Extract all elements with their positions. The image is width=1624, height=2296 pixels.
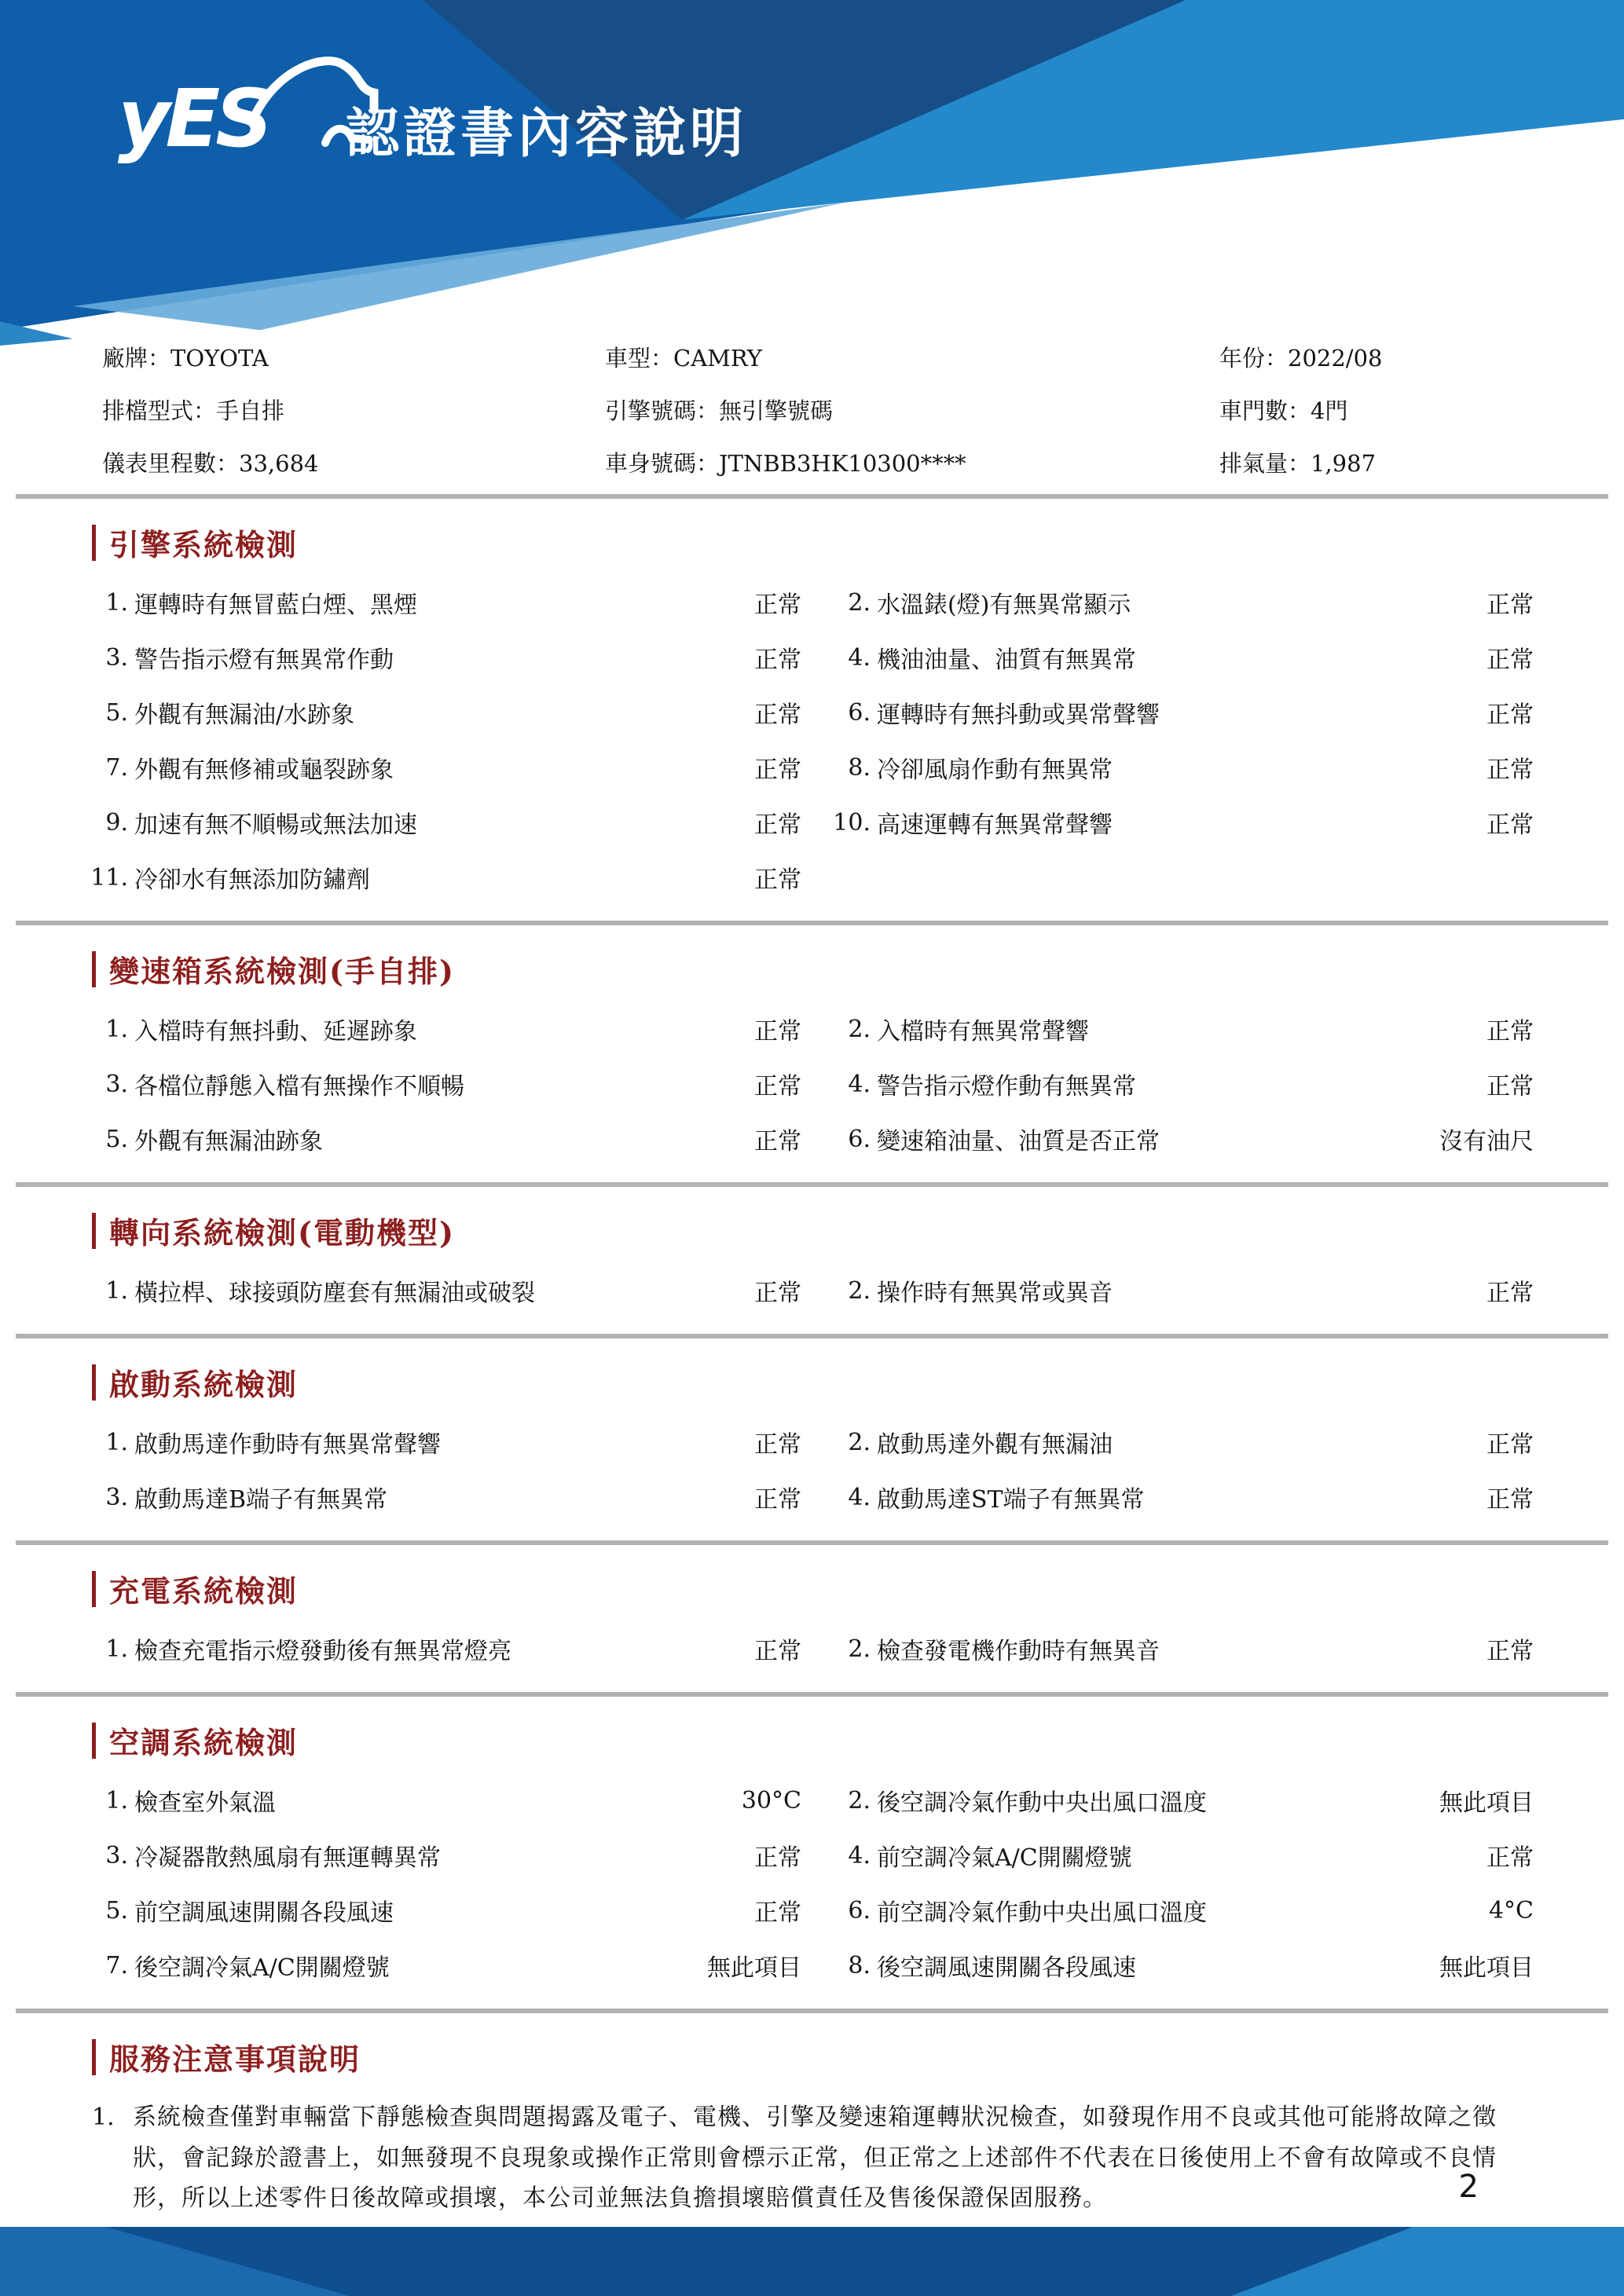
item-row [833,1621,1534,1676]
item-value: 正常 [1487,1486,1534,1514]
item-number: 8. [848,1951,871,1979]
item-row [833,740,1534,795]
notes-title: 服務注意事項說明 [109,2041,361,2077]
item-row [90,1263,801,1318]
item-row [833,1773,1534,1828]
item-row [90,1056,801,1111]
item-row [90,1002,801,1056]
item-value: 正常 [1487,591,1534,619]
item-text: 運轉時有無冒藍白煙、黑煙 [134,591,417,619]
item-value: 沒有油尺 [1439,1128,1534,1155]
item-text: 啟動馬達ST端子有無異常 [877,1486,1145,1514]
item-row [90,630,801,685]
info-field: 年份：2022/08 [1219,345,1383,372]
item-value: 無此項目 [1439,1789,1534,1817]
info-field: 廠牌：TOYOTA [102,345,269,372]
divider [16,1540,1608,1545]
item-row [90,575,801,630]
notes-header [92,2035,1534,2078]
item-text: 後空調冷氣A/C開關燈號 [134,1954,390,1982]
info-field: 引擎號碼：無引擎號碼 [605,397,834,424]
item-number: 2. [848,1015,871,1043]
item-value: 正常 [1487,1431,1534,1459]
item-value: 正常 [754,866,801,894]
item-value: 正常 [1487,646,1534,674]
divider [16,1692,1608,1697]
item-row [833,1938,1534,1993]
section-title: 轉向系統檢測(電動機型) [109,1215,455,1251]
item-number: 2. [848,1786,871,1814]
section-items [90,1002,1534,1166]
item-number: 1. [105,588,128,617]
item-row [90,1111,801,1166]
item-value: 正常 [754,1073,801,1100]
inspection-section [90,1567,1534,1697]
item-row [833,630,1534,685]
item-value: 正常 [754,646,801,674]
item-text: 啟動馬達作動時有無異常聲響 [134,1431,441,1459]
footer-band [0,2227,1624,2296]
item-row [90,1883,801,1938]
section-items [90,1621,1534,1676]
section-bar [92,1213,96,1249]
item-number: 2. [848,1635,871,1663]
page-title: 認證書內容說明 [346,103,748,165]
item-value: 正常 [754,756,801,784]
item-value: 無此項目 [1439,1954,1534,1982]
item-value: 正常 [754,591,801,619]
section-title: 變速箱系統檢測(手自排) [109,954,455,989]
item-text: 運轉時有無抖動或異常聲響 [877,701,1160,729]
item-number: 3. [105,643,128,672]
item-number: 3. [105,1070,128,1098]
item-value: 正常 [754,1844,801,1872]
item-row [90,1470,801,1525]
item-number: 1. [105,1786,128,1814]
item-row [833,1056,1534,1111]
item-row [90,1621,801,1676]
item-value: 正常 [754,1128,801,1155]
section-items [90,1415,1534,1525]
item-value: 正常 [1487,756,1534,784]
item-text: 外觀有無修補或龜裂跡象 [134,756,394,784]
item-number: 5. [105,698,128,727]
item-value: 正常 [1487,811,1534,839]
item-text: 橫拉桿、球接頭防塵套有無漏油或破裂 [134,1280,535,1307]
item-text: 外觀有無漏油跡象 [134,1128,323,1155]
item-number: 9. [105,808,128,837]
section-header [92,1360,1534,1404]
item-value: 無此項目 [707,1954,801,1982]
section-bar [92,1364,96,1401]
section-items [90,1773,1534,1993]
item-number: 1. [105,1635,128,1663]
item-number: 7. [105,1951,128,1979]
divider [16,1182,1608,1187]
yes-logo: yES [118,72,269,166]
item-text: 啟動馬達外觀有無漏油 [877,1431,1113,1459]
item-text: 冷卻水有無添加防鏽劑 [134,866,370,894]
section-items [90,1263,1534,1318]
info-field: 車型：CAMRY [605,345,762,372]
item-text: 前空調冷氣作動中央出風口溫度 [877,1899,1207,1927]
item-number: 2. [848,1276,871,1305]
note-item [92,2097,1534,2219]
item-row [90,1415,801,1470]
info-field: 排氣量：1,987 [1219,450,1377,477]
item-number: 7. [105,753,128,782]
item-text: 前空調冷氣A/C開關燈號 [877,1844,1132,1872]
section-items [90,575,1534,905]
item-text: 水溫錶(燈)有無異常顯示 [877,591,1131,619]
item-number: 6. [848,1125,871,1153]
info-field: 排檔型式：手自排 [102,397,285,424]
item-number: 4. [848,1483,871,1511]
item-number: 5. [105,1125,128,1153]
divider [16,921,1608,925]
item-row [833,1002,1534,1056]
item-number: 4. [848,643,871,672]
item-row [833,1828,1534,1883]
item-text: 入檔時有無異常聲響 [877,1018,1089,1045]
item-row [90,1773,801,1828]
item-text: 警告指示燈作動有無異常 [877,1073,1136,1100]
info-field: 車身號碼：JTNBB3HK10300**** [605,450,966,477]
section-header [92,1209,1534,1252]
item-row [833,575,1534,630]
item-text: 入檔時有無抖動、延遲跡象 [134,1018,417,1045]
item-text: 檢查充電指示燈發動後有無異常燈亮 [134,1638,511,1665]
item-number: 1. [105,1015,128,1043]
inspection-section [90,1209,1534,1338]
section-title: 引擎系統檢測 [109,527,299,562]
section-header [92,521,1534,564]
section-title: 空調系統檢測 [109,1725,299,1760]
item-row [90,795,801,850]
item-row [833,1883,1534,1938]
item-row [90,1828,801,1883]
item-value: 正常 [1487,1844,1534,1872]
item-number: 1. [105,1428,128,1456]
document-body [0,330,1624,2296]
item-row [833,685,1534,740]
item-number: 2. [848,588,871,617]
item-number: 11. [90,863,128,892]
info-field: 車門數：4門 [1219,397,1348,424]
item-value: 正常 [1487,701,1534,729]
item-value: 正常 [1487,1638,1534,1665]
section-header [92,947,1534,991]
item-text: 冷凝器散熱風扇有無運轉異常 [134,1844,441,1872]
item-row [90,850,801,905]
item-text: 冷卻風扇作動有無異常 [877,756,1113,784]
note-text: 系統檢查僅對車輛當下靜態檢查與問題揭露及電子、電機、引擎及變速箱運轉狀況檢查，如發現作用不良或其他可能將故障之徵狀，會記錄於證書上，如無發現不良現象或操作正常則會標示正常，但正常之上述部件不代表在日後使用上不會有故障或不良情形，所以上述零件日後故障或損壞，本公司並無法負擔損壞賠償責任及售後保證保固服務。 [133,2104,1497,2213]
item-text: 後空調冷氣作動中央出風口溫度 [877,1789,1207,1817]
item-value: 正常 [754,811,801,839]
item-value: 正常 [754,1018,801,1045]
item-value: 正常 [754,701,801,729]
item-number: 3. [105,1841,128,1869]
divider [16,1334,1608,1338]
item-value: 正常 [754,1899,801,1927]
section-bar [92,2039,96,2075]
item-text: 檢查發電機作動時有無異音 [877,1638,1160,1665]
section-bar [92,1571,96,1607]
section-title: 充電系統檢測 [109,1573,299,1609]
item-text: 各檔位靜態入檔有無操作不順暢 [134,1073,464,1100]
item-value: 正常 [754,1486,801,1514]
item-text: 外觀有無漏油/水跡象 [134,701,355,729]
item-number: 4. [848,1841,871,1869]
info-field: 儀表里程數：33,684 [102,450,319,477]
item-number: 5. [105,1896,128,1924]
item-text: 後空調風速開關各段風速 [877,1954,1136,1982]
section-title: 啟動系統檢測 [109,1367,299,1402]
item-text: 啟動馬達B端子有無異常 [134,1486,388,1514]
item-value: 4°C [1488,1896,1534,1924]
item-text: 前空調風速開關各段風速 [134,1899,394,1927]
section-bar [92,1723,96,1759]
vehicle-info [102,341,1534,478]
inspection-section [90,1360,1534,1545]
item-row [833,795,1534,850]
item-number: 6. [848,1896,871,1924]
item-text: 加速有無不順暢或無法加速 [134,811,417,839]
page-number: 2 [1458,2169,1479,2205]
item-value: 正常 [754,1638,801,1665]
item-text: 操作時有無異常或異音 [877,1280,1113,1307]
section-header [92,1567,1534,1610]
inspection-section [90,1719,1534,2013]
item-value: 正常 [1487,1018,1534,1045]
item-text: 高速運轉有無異常聲響 [877,811,1113,839]
item-value: 正常 [1487,1073,1534,1100]
section-bar [92,525,96,561]
header-banner [0,0,1624,346]
item-value: 30°C [741,1786,801,1814]
item-text: 機油油量、油質有無異常 [877,646,1136,674]
item-number: 8. [848,753,871,782]
item-row [90,685,801,740]
item-number: 3. [105,1483,128,1511]
item-value: 正常 [1487,1280,1534,1307]
item-number: 2. [848,1428,871,1456]
item-text: 變速箱油量、油質是否正常 [877,1128,1160,1155]
inspection-section [90,521,1534,925]
section-bar [92,951,96,987]
item-row [90,740,801,795]
inspection-section [90,947,1534,1187]
divider [16,494,1608,499]
item-row [833,1470,1534,1525]
sections [90,521,1534,2013]
note-number: 1. [92,2104,115,2131]
item-value: 正常 [754,1280,801,1307]
item-row [833,1263,1534,1318]
item-number: 4. [848,1070,871,1098]
item-row [833,1415,1534,1470]
item-text: 檢查室外氣溫 [134,1789,276,1817]
item-row [90,1938,801,1993]
divider [16,2009,1608,2013]
item-number: 10. [833,808,871,837]
item-number: 6. [848,698,871,727]
item-value: 正常 [754,1431,801,1459]
section-header [92,1719,1534,1762]
item-row [833,1111,1534,1166]
item-text: 警告指示燈有無異常作動 [134,646,394,674]
item-number: 1. [105,1276,128,1305]
